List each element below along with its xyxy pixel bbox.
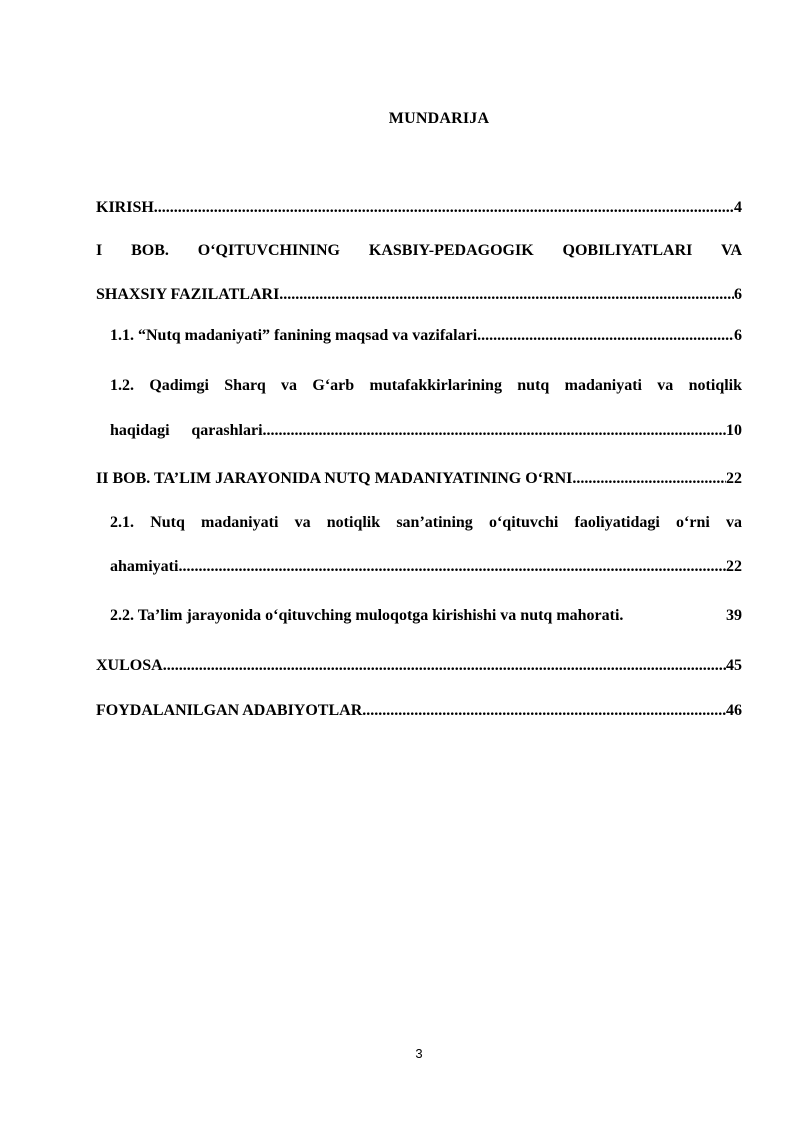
toc-entry-2-1-line2[interactable] xyxy=(110,556,742,578)
toc-entry-label: ahamiyati xyxy=(110,558,179,575)
dot-leader xyxy=(163,655,726,677)
toc-entry-2-1-line1[interactable]: 2.1. Nutq madaniyati va notiqlik san’atining o‘qituvchi faoliyatidagi o‘rni va xyxy=(110,514,742,531)
toc-entry-label: SHAXSIY FAZILATLARI xyxy=(96,286,280,303)
toc-entry-page: 10 xyxy=(726,422,742,439)
dot-leader xyxy=(279,284,734,306)
toc-entry-label: FOYDALANILGAN ADABIYOTLAR xyxy=(96,702,363,719)
toc-entry-1-2-line1[interactable]: 1.2. Qadimgi Sharq va G‘arb mutafakkirlarining nutq madaniyati va notiqlik xyxy=(110,377,742,394)
toc-entry-label: XULOSA xyxy=(96,657,163,674)
toc-entry-page: 6 xyxy=(734,286,742,303)
toc-entry-page: 22 xyxy=(726,558,742,575)
toc-entry-page: 46 xyxy=(726,702,742,719)
toc-entry-xulosa[interactable] xyxy=(96,655,742,677)
dot-leader xyxy=(178,556,726,578)
dot-leader xyxy=(572,468,726,490)
dot-leader xyxy=(263,420,726,442)
toc-entry-label: II BOB. TA’LIM JARAYONIDA NUTQ MADANIYATINING O‘RNI xyxy=(96,470,573,487)
toc-entry-label: KIRISH xyxy=(96,199,154,216)
toc-entry-label: 2.2. Ta’lim jarayonida o‘qituvching muloqotga kirishishi va nutq mahorati. xyxy=(110,607,624,624)
toc-entry-page: 6 xyxy=(734,327,742,344)
toc-entry-kirish[interactable] xyxy=(96,197,742,219)
toc-entry-page: 39 xyxy=(726,607,742,624)
toc-entry-label: haqidagi xyxy=(110,422,170,439)
toc-entry-page: 22 xyxy=(726,470,742,487)
dot-leader xyxy=(154,197,734,219)
toc-entry-page: 45 xyxy=(726,657,742,674)
toc-entry-bob1-line1[interactable]: I BOB. O‘QITUVCHINING KASBIY-PEDAGOGIK QOBILIYATLARI VA xyxy=(96,242,742,259)
toc-entry-page: 4 xyxy=(734,199,742,216)
page-number: 3 xyxy=(415,1046,423,1061)
dot-leader xyxy=(362,700,726,722)
toc-entry-bob2[interactable] xyxy=(96,468,742,490)
toc-entry-1-1[interactable] xyxy=(110,325,742,347)
toc-entry-label: 1.1. “Nutq madaniyati” fanining maqsad va vazifalari xyxy=(110,327,478,344)
toc-entry-bob1-line2[interactable] xyxy=(96,284,742,306)
toc-entry-label: qarashlari xyxy=(191,422,263,439)
toc-entry-1-2-line2[interactable] xyxy=(110,420,742,442)
dot-leader xyxy=(477,325,734,347)
toc-entry-adabiyotlar[interactable] xyxy=(96,700,742,722)
toc-entry-2-2[interactable] xyxy=(110,605,742,627)
page-title: MUNDARIJA xyxy=(388,110,490,127)
